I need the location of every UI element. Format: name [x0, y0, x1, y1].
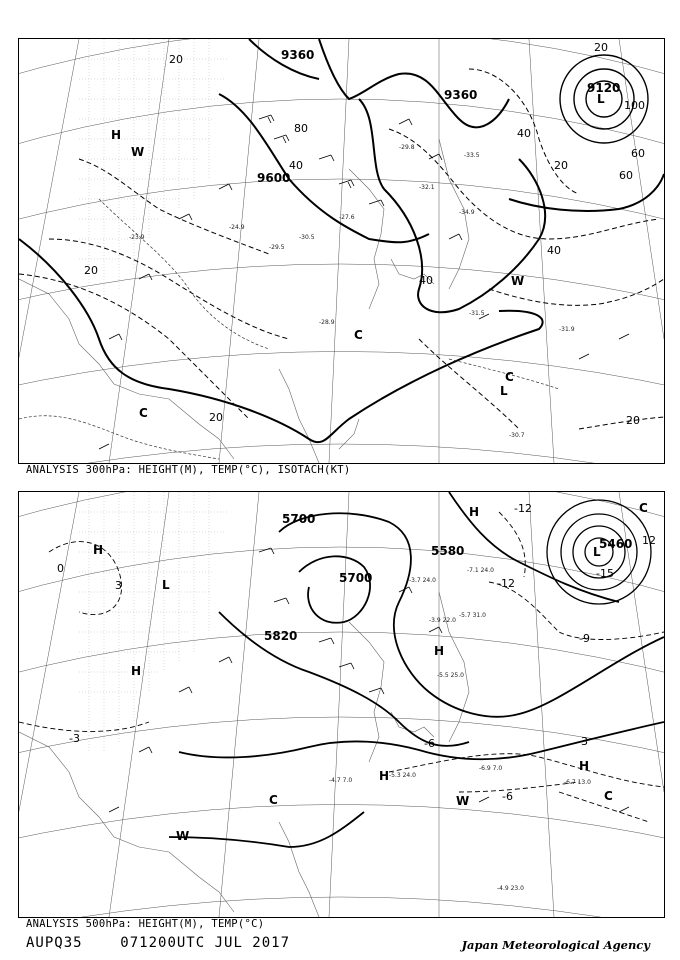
- isotherms-500: [19, 512, 664, 822]
- terrain-hatch-500: [79, 492, 229, 752]
- isotach-label: 20: [169, 53, 183, 66]
- height-label: 5580: [431, 544, 465, 558]
- cold-marker: C: [354, 328, 363, 342]
- temp-reading-300: -29.8: [399, 144, 415, 151]
- isotherm-label: -6: [502, 790, 513, 803]
- product-id: AUPQ35: [26, 935, 83, 951]
- high-pressure-marker: H: [111, 128, 122, 142]
- panel-300-caption: ANALYSIS 300hPa: HEIGHT(M), TEMP(°C), ISOTACH(KT): [26, 464, 351, 476]
- height-label: 9360: [281, 48, 315, 62]
- warm-marker: W: [176, 829, 190, 843]
- isotherm-label: -15: [596, 567, 614, 580]
- valid-time: 071200UTC JUL 2017: [120, 935, 291, 951]
- temp-reading-300: -31.9: [559, 326, 575, 333]
- low-pressure-marker: L: [593, 545, 601, 559]
- high-pressure-marker: H: [379, 769, 390, 783]
- temp-reading-300: -29.5: [269, 244, 285, 251]
- isotach-label: 20: [594, 41, 608, 54]
- system-markers-300: [111, 92, 605, 420]
- temp-reading-500: -5.7 31.0: [459, 612, 486, 619]
- isotach-label: 40: [517, 127, 531, 140]
- isotherm-label: -3: [69, 732, 80, 745]
- isotach-label: 40: [289, 159, 303, 172]
- isotherm-label: -12: [497, 577, 515, 590]
- height-label: 9600: [257, 171, 291, 185]
- high-pressure-marker: H: [434, 644, 445, 658]
- temp-annotations-500: [329, 567, 591, 892]
- isotach-label: 60: [619, 169, 633, 182]
- isotherm-label: -6: [424, 737, 435, 750]
- high-pressure-marker: H: [579, 759, 590, 773]
- isotherm-label: 0: [57, 562, 64, 575]
- isotach-label: 40: [547, 244, 561, 257]
- temp-reading-300: -34.9: [459, 209, 475, 216]
- isotherm-label: 12: [642, 534, 656, 547]
- map-panel-500hpa: [18, 491, 665, 918]
- chart-identifier: [26, 935, 290, 951]
- temp-reading-300: -28.9: [319, 319, 335, 326]
- cold-marker: C: [604, 789, 613, 803]
- temp-reading-300: -23.9: [129, 234, 145, 241]
- agency-name: Japan Meteorological Agency: [461, 938, 650, 952]
- height-label: 9120: [587, 81, 621, 95]
- temp-reading-500: -5.3 24.0: [389, 772, 416, 779]
- system-markers-500: [93, 501, 648, 843]
- high-pressure-marker: H: [469, 505, 480, 519]
- temp-reading-300: -30.5: [299, 234, 315, 241]
- isotherm-label: -12: [514, 502, 532, 515]
- warm-marker: W: [131, 145, 145, 159]
- cold-marker: C: [139, 406, 148, 420]
- height-label: 5460: [599, 537, 633, 551]
- isotherm-label: -3: [577, 735, 588, 748]
- temp-reading-500: -6.9 7.0: [479, 765, 503, 772]
- map-panel-300hpa: [18, 38, 665, 464]
- temp-reading-500: -5.5 25.0: [437, 672, 464, 679]
- coastline-300: [19, 139, 469, 463]
- isotach-label: 20: [554, 159, 568, 172]
- temp-reading-300: -33.5: [464, 152, 480, 159]
- height-contours-500: [169, 492, 664, 847]
- height-label: 5700: [282, 512, 316, 526]
- panel-500-caption: ANALYSIS 500hPa: HEIGHT(M), TEMP(°C): [26, 918, 265, 930]
- temp-reading-500: -3.7 24.0: [409, 577, 436, 584]
- temp-reading-500: -6.7 13.0: [564, 779, 591, 786]
- isotach-label: 80: [294, 122, 308, 135]
- low-pressure-marker: L: [500, 384, 508, 398]
- temp-reading-500: -3.9 22.0: [429, 617, 456, 624]
- graticule-300: [19, 39, 664, 463]
- temp-reading-300: -30.7: [509, 432, 525, 439]
- temp-reading-300: -31.5: [469, 310, 485, 317]
- warm-marker: W: [511, 274, 525, 288]
- isotach-label: 20: [84, 264, 98, 277]
- map-500hpa-svg: [19, 492, 664, 917]
- cold-marker: C: [505, 370, 514, 384]
- temp-reading-500: -4.9 23.0: [497, 885, 524, 892]
- low-pressure-marker: L: [162, 578, 170, 592]
- isotach-label: 40: [419, 274, 433, 287]
- wind-barbs-500: [109, 548, 629, 812]
- low-pressure-marker: L: [597, 92, 605, 106]
- temp-reading-300: -32.1: [419, 184, 435, 191]
- cold-marker: C: [269, 793, 278, 807]
- temp-reading-500: -7.1 24.0: [467, 567, 494, 574]
- isotach-labels-300: [84, 41, 645, 427]
- high-pressure-marker: H: [93, 543, 104, 557]
- height-label: 9360: [444, 88, 478, 102]
- isotach-label: 100: [624, 99, 645, 112]
- isotach-label: 20: [209, 411, 223, 424]
- height-label: 5700: [339, 571, 373, 585]
- height-contours-300: [19, 39, 664, 442]
- high-pressure-marker: H: [131, 664, 142, 678]
- temp-reading-500: -4.7 7.0: [329, 777, 353, 784]
- map-300hpa-svg: [19, 39, 664, 463]
- isotherms-300: [19, 199, 559, 459]
- temp-reading-300: -24.9: [229, 224, 245, 231]
- isotherm-label: -9: [579, 632, 590, 645]
- height-label: 5820: [264, 629, 298, 643]
- isotherm-label: 3: [115, 579, 122, 592]
- isotach-label: 60: [631, 147, 645, 160]
- isotach-label: 20: [626, 414, 640, 427]
- cold-marker: C: [639, 501, 648, 515]
- coastline-500: [19, 592, 469, 917]
- temp-reading-300: -27.6: [339, 214, 355, 221]
- warm-marker: W: [456, 794, 470, 808]
- wind-barbs-300: [99, 115, 629, 449]
